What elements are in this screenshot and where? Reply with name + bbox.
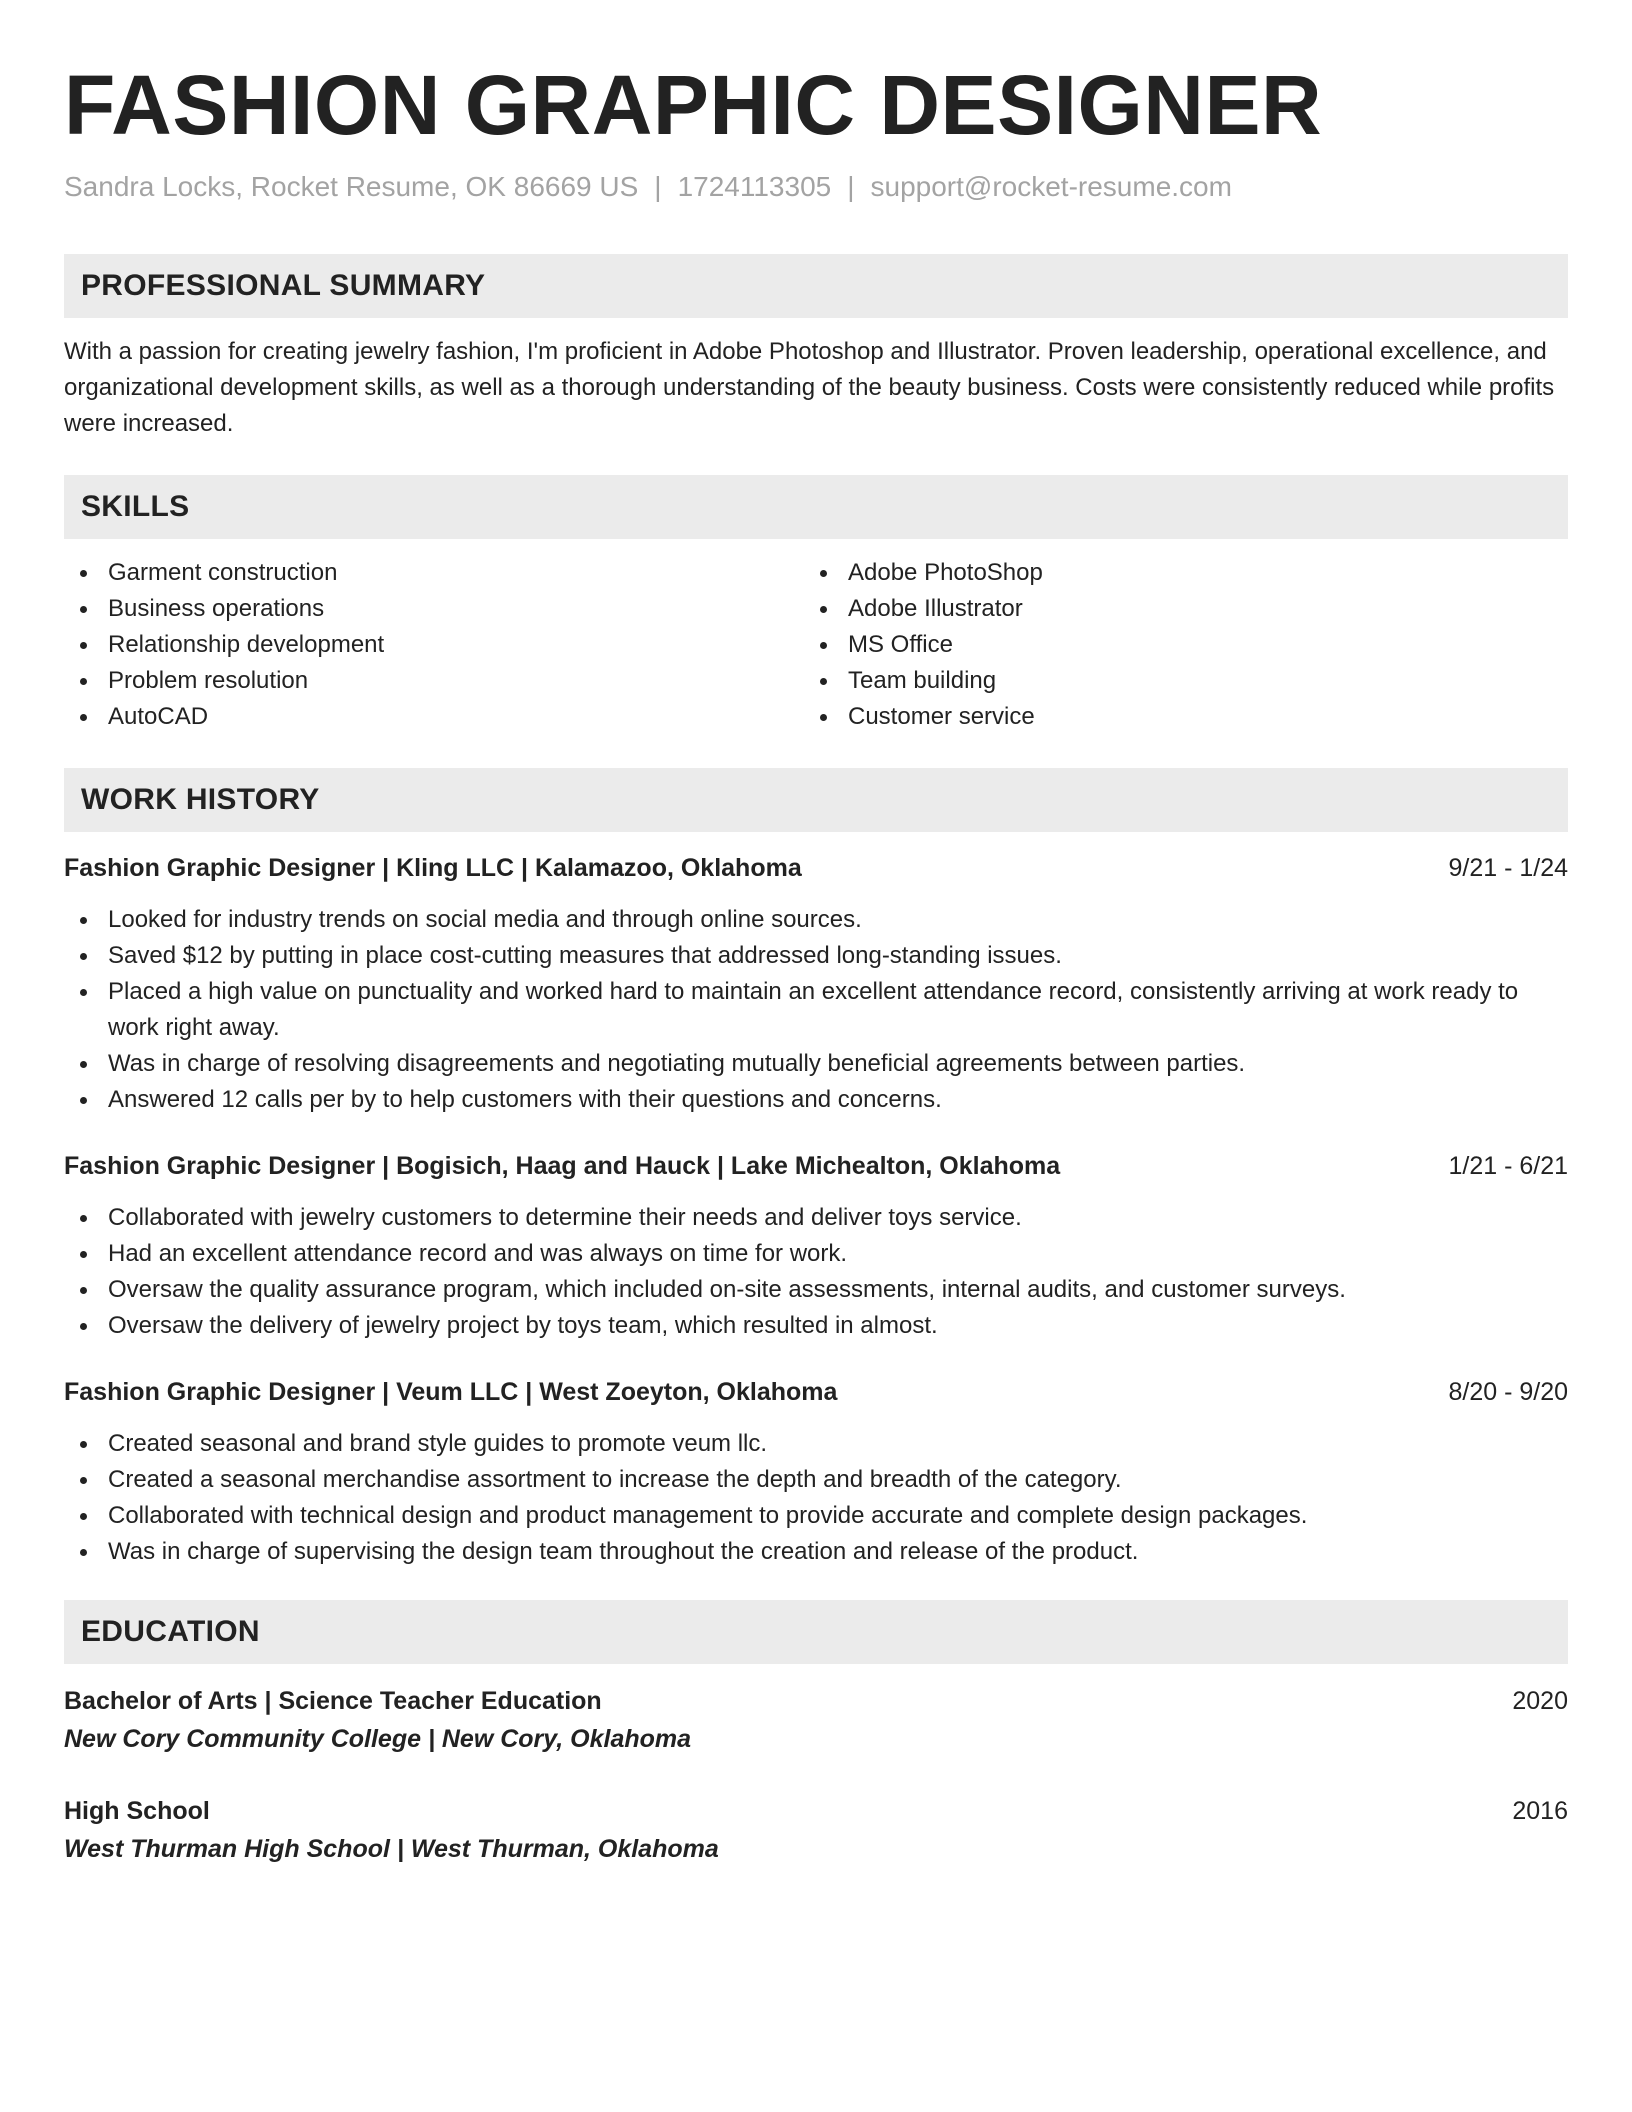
- education-entry: [64, 1682, 1568, 1758]
- job-bullets: [64, 902, 1568, 1118]
- job-bullets: [64, 1200, 1568, 1344]
- education-degree: High School: [64, 1797, 210, 1825]
- skills-grid: [64, 555, 1568, 735]
- contact-separator: |: [847, 171, 855, 202]
- skill-item: Relationship development: [64, 627, 804, 663]
- job-bullet: Oversaw the quality assurance program, which included on-site assessments, internal audits, and customer surveys.: [64, 1272, 1568, 1308]
- skill-item: Problem resolution: [64, 663, 804, 699]
- section-header-work-history: WORK HISTORY: [64, 768, 1568, 832]
- job-entry: [64, 1374, 1568, 1570]
- job-bullet: Looked for industry trends on social media and through online sources.: [64, 902, 1568, 938]
- job-header: [64, 1374, 1568, 1410]
- education-entry: [64, 1792, 1568, 1868]
- job-bullet: Was in charge of supervising the design team throughout the creation and release of the product.: [64, 1534, 1568, 1570]
- skill-item: Customer service: [804, 699, 1544, 735]
- job-bullet: Created a seasonal merchandise assortment to increase the depth and breadth of the category.: [64, 1462, 1568, 1498]
- summary-text: With a passion for creating jewelry fashion, I'm proficient in Adobe Photoshop and Illustrator. Proven leadership, operational excellence, and organizational development skills, as well as a thorough understanding of the beauty business. Costs were consistently reduced while profits were increased.: [64, 338, 1555, 437]
- section-header-summary: PROFESSIONAL SUMMARY: [64, 254, 1568, 318]
- skill-item: AutoCAD: [64, 699, 804, 735]
- job-title: Fashion Graphic Designer | Veum LLC | West Zoeyton, Oklahoma: [64, 1378, 838, 1406]
- job-title: Fashion Graphic Designer | Kling LLC | Kalamazoo, Oklahoma: [64, 854, 802, 882]
- resume-title: FASHION GRAPHIC DESIGNER: [64, 58, 1323, 152]
- education-school: New Cory Community College | New Cory, Oklahoma: [64, 1725, 692, 1753]
- education-header: [64, 1682, 1568, 1720]
- contact-line: [64, 170, 1568, 204]
- job-bullet: Was in charge of resolving disagreements and negotiating mutually beneficial agreements between parties.: [64, 1046, 1568, 1082]
- education-header: [64, 1792, 1568, 1830]
- job-entry: [64, 1148, 1568, 1344]
- job-dates: 9/21 - 1/24: [1448, 854, 1568, 882]
- section-header-education: EDUCATION: [64, 1600, 1568, 1664]
- skill-item: Business operations: [64, 591, 804, 627]
- job-bullet: Created seasonal and brand style guides to promote veum llc.: [64, 1426, 1568, 1462]
- job-bullet: Oversaw the delivery of jewelry project by toys team, which resulted in almost.: [64, 1308, 1568, 1344]
- skill-item: Team building: [804, 663, 1544, 699]
- contact-separator: |: [654, 171, 662, 202]
- skill-item: Garment construction: [64, 555, 804, 591]
- job-entry: [64, 850, 1568, 1118]
- education-year: 2016: [1512, 1797, 1568, 1825]
- job-dates: 8/20 - 9/20: [1448, 1378, 1568, 1406]
- skill-item: Adobe PhotoShop: [804, 555, 1544, 591]
- job-bullet: Collaborated with jewelry customers to determine their needs and deliver toys service.: [64, 1200, 1568, 1236]
- job-bullet: Saved $12 by putting in place cost-cutting measures that addressed long-standing issues.: [64, 938, 1568, 974]
- skill-item: MS Office: [804, 627, 1544, 663]
- skills-column-left: [64, 555, 804, 735]
- education-school: West Thurman High School | West Thurman, Oklahoma: [64, 1835, 719, 1863]
- contact-phone: 1724113305: [677, 171, 832, 202]
- skills-column-right: [804, 555, 1544, 735]
- contact-address: Sandra Locks, Rocket Resume, OK 86669 US: [64, 171, 639, 202]
- job-bullet: Had an excellent attendance record and was always on time for work.: [64, 1236, 1568, 1272]
- job-bullet: Placed a high value on punctuality and worked hard to maintain an excellent attendance record, consistently arriving at work ready to work right away.: [64, 974, 1568, 1046]
- section-header-skills: SKILLS: [64, 475, 1568, 539]
- job-header: [64, 1148, 1568, 1184]
- job-bullet: Answered 12 calls per by to help customers with their questions and concerns.: [64, 1082, 1568, 1118]
- job-bullets: [64, 1426, 1568, 1570]
- education-year: 2020: [1512, 1687, 1568, 1715]
- contact-email: support@rocket-resume.com: [870, 171, 1232, 202]
- job-bullet: Collaborated with technical design and product management to provide accurate and complete design packages.: [64, 1498, 1568, 1534]
- job-title: Fashion Graphic Designer | Bogisich, Haag and Hauck | Lake Michealton, Oklahoma: [64, 1152, 1061, 1180]
- education-degree: Bachelor of Arts | Science Teacher Education: [64, 1687, 602, 1715]
- skill-item: Adobe Illustrator: [804, 591, 1544, 627]
- job-dates: 1/21 - 6/21: [1448, 1152, 1568, 1180]
- job-header: [64, 850, 1568, 886]
